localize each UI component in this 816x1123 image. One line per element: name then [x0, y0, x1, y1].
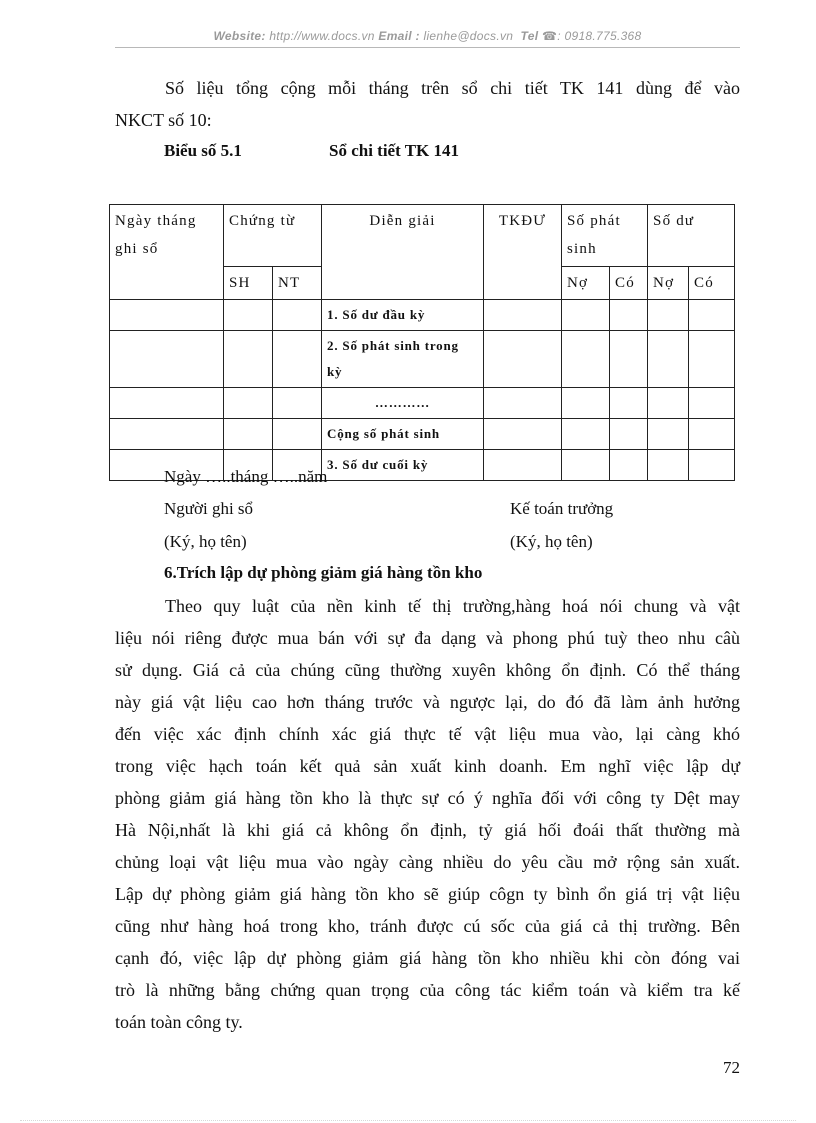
header-date: Ngày tháng ghi sổ	[110, 205, 224, 300]
signature-date: Ngày …..tháng …..năm	[164, 467, 328, 486]
section-paragraph	[115, 590, 740, 1038]
paragraph-line: trong việc hạch toán kết quả sản xuất kinh doanh. Em nghĩ việc lập dự	[115, 756, 740, 776]
table-row	[110, 300, 735, 331]
table-row	[110, 388, 735, 419]
table-row	[110, 331, 735, 388]
header-account: TKĐƯ	[484, 205, 562, 300]
paragraph-line: cũng như hàng hoá trong kho, tránh được cú sốc của giá cả thị trường. Bên	[115, 916, 740, 936]
header-no-arising: Nợ	[562, 267, 610, 300]
paragraph-line: liệu nói riêng được mua bán với sự đa dạng và phong phú tuỳ theo nhu câù	[115, 628, 740, 648]
paragraph-line: này giá vật liệu cao hơn tháng trước và ngược lại, do đó đã làm ảnh hưởng	[115, 692, 740, 712]
paragraph-line: trò là những bằng chứng quan trọng của công tác kiểm toán và kiểm tra kế	[115, 980, 740, 1000]
website-label: Website:	[213, 29, 266, 43]
header-rule	[115, 47, 740, 48]
page-number: 72	[723, 1058, 740, 1077]
row-description: …………	[322, 388, 484, 419]
paragraph-line: Theo quy luật của nền kinh tế thị trường,hàng hoá nói chung và vật	[165, 596, 740, 616]
email-value: lienhe@docs.vn	[423, 29, 514, 43]
page-header	[115, 29, 740, 43]
email-label: Email :	[378, 29, 420, 43]
intro-paragraph	[115, 72, 740, 136]
website-value: http://www.docs.vn	[269, 29, 375, 43]
paragraph-line: sử dụng. Giá cả của chúng cũng thường xuyên không ổn định. Có thể tháng	[115, 660, 740, 680]
header-nt: NT	[273, 267, 322, 300]
form-title	[164, 141, 460, 161]
paragraph-line: chủng loại vật liệu mua vào ngày càng nhiều do yêu cầu mở rộng sản xuất.	[115, 852, 740, 872]
header-description: Diễn giải	[322, 205, 484, 300]
signature-right-title: Kế toán trưởng	[510, 499, 614, 518]
header-no-balance: Nợ	[648, 267, 689, 300]
paragraph-line: Hà Nội,nhất là khi giá cả không ổn định, tỷ giá hối đoái thất thường mà	[115, 820, 740, 840]
header-co-balance: Có	[689, 267, 735, 300]
table-row	[110, 419, 735, 450]
paragraph-line: đến việc xác định chính xác giá thực tế vật liệu mua vào, lại càng khó	[115, 724, 740, 744]
tel-label: Tel	[520, 29, 539, 43]
ledger-table	[109, 204, 735, 481]
section-heading: 6.Trích lập dự phòng giảm giá hàng tồn kho	[164, 563, 483, 582]
paragraph-line: cạnh đó, việc lập dự phòng giảm giá hàng tồn kho nhiều khi còn đóng vai	[115, 948, 740, 968]
row-description: 3. Số dư cuối kỳ	[322, 450, 484, 481]
phone-icon: ☎	[541, 29, 558, 43]
row-description: Cộng số phát sinh	[322, 419, 484, 450]
paragraph-line: toán toàn công ty.	[115, 1012, 243, 1032]
intro-line: NKCT số 10:	[115, 110, 212, 130]
header-sh: SH	[224, 267, 273, 300]
tel-value: : 0918.775.368	[557, 29, 642, 43]
bottom-divider	[20, 1120, 796, 1121]
row-description: 1. Số dư đầu kỳ	[322, 300, 484, 331]
paragraph-line: Lập dự phòng giảm giá hàng tồn kho sẽ giúp côgn ty bình ổn giá trị vật liệu	[115, 884, 740, 904]
paragraph-line: phòng giảm giá hàng tồn kho là thực sự có ý nghĩa đối với công ty Dệt may	[115, 788, 740, 808]
row-description: 2. Số phát sinh trong kỳ	[322, 331, 484, 388]
signature-left-note: (Ký, họ tên)	[164, 532, 247, 551]
form-label: Biểu số 5.1	[164, 141, 242, 160]
header-co-arising: Có	[610, 267, 648, 300]
signature-left-title: Người ghi sổ	[164, 499, 254, 518]
header-voucher: Chứng từ	[224, 205, 322, 267]
intro-line: Số liệu tổng cộng mỗi tháng trên sổ chi tiết TK 141 dùng để vào	[165, 78, 740, 98]
header-balance: Số dư	[648, 205, 735, 267]
header-arising: Số phát sinh	[562, 205, 648, 267]
form-name: Sổ chi tiết TK 141	[329, 141, 460, 160]
signature-right-note: (Ký, họ tên)	[510, 532, 593, 551]
